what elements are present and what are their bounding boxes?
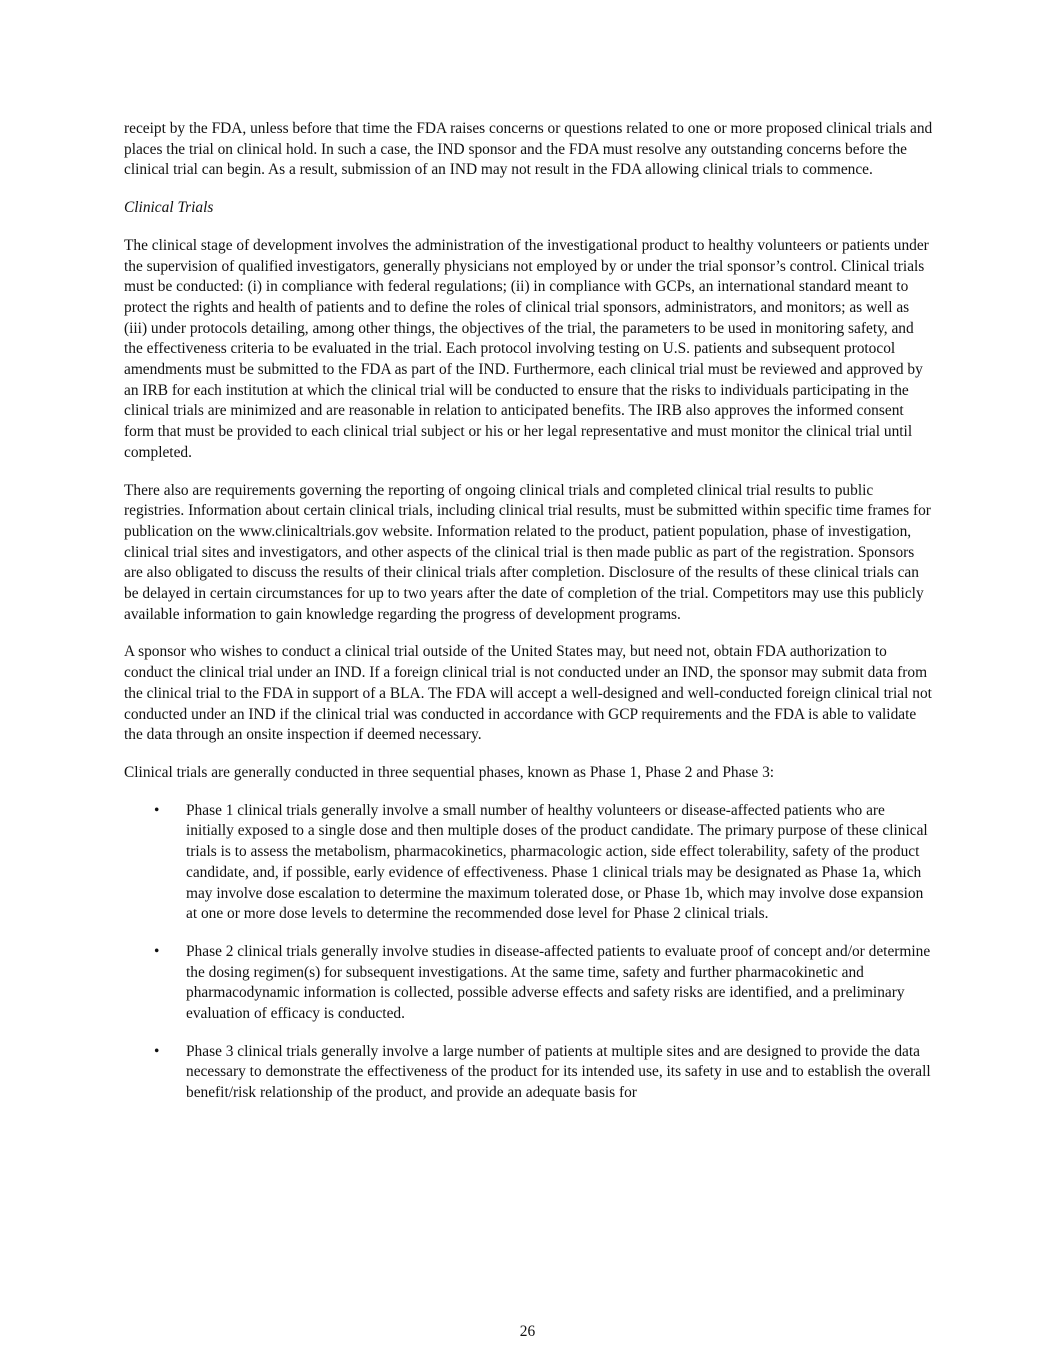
- document-page: [124, 119, 936, 1121]
- section-heading-clinical-trials: Clinical Trials: [124, 199, 214, 217]
- paragraph-clinical-stage: The clinical stage of development involves the administration of the investigational product to healthy volunteers or patients under the supervision of qualified investigators, generally physicians not employed by or under the trial sponsor’s control. Clinical trials must be conducted: (i) in compliance with federal regulations; (ii) in compliance with GCPs, an international standard meant to protect the rights and health of patients and to define the roles of clinical trial sponsors, administrators, and monitors; as well as (iii) under protocols detailing, among other things, the objectives of the trial, the parameters to be used in monitoring safety, and the effectiveness criteria to be evaluated in the trial. Each protocol involving testing on U.S. patients and subsequent protocol amendments must be submitted to the FDA as part of the IND. Furthermore, each clinical trial must be reviewed and approved by an IRB for each institution at which the clinical trial will be conducted to ensure that the risks to individuals participating in the clinical trials are minimized and are reasonable in relation to anticipated benefits. The IRB also approves the informed consent form that must be provided to each clinical trial subject or his or her legal representative and must monitor the clinical trial until completed.: [124, 236, 929, 461]
- list-item-phase-1: [124, 801, 936, 925]
- bullet-icon: •: [154, 801, 160, 819]
- paragraph-foreign-trials: A sponsor who wishes to conduct a clinical trial outside of the United States may, but need not, obtain FDA authorization to conduct the clinical trial under an IND. If a foreign clinical trial is not conducted under an IND, the sponsor may submit data from the clinical trial to the FDA in support of a BLA. The FDA will accept a well-designed and well-conducted foreign clinical trial not conducted under an IND if the clinical trial was conducted in accordance with GCP requirements and the FDA is able to validate the data through an onsite inspection if deemed necessary.: [124, 643, 932, 744]
- bullet-icon: •: [154, 942, 160, 960]
- page-number: 26: [519, 1323, 536, 1340]
- list-item-phase-2: [124, 942, 936, 1025]
- phase-list: [124, 801, 936, 1104]
- bullet-icon: •: [154, 1042, 160, 1060]
- list-item-text: Phase 1 clinical trials generally involve a small number of healthy volunteers or disease-affected patients who are initially exposed to a single dose and then multiple doses of the product candidate. The primary purpose of these clinical trials is to assess the metabolism, pharmacokinetics, pharmacologic action, side effect tolerability, safety of the product candidate, and, if possible, early evidence of effectiveness. Phase 1 clinical trials may be designated as Phase 1a, which may involve dose escalation to determine the maximum tolerated dose, or Phase 1b, which may involve dose expansion at one or more dose levels to determine the recommended dose level for Phase 2 clinical trials.: [186, 801, 928, 923]
- paragraph-ind-review: receipt by the FDA, unless before that time the FDA raises concerns or questions related to one or more proposed clinical trials and places the trial on clinical hold. In such a case, the IND sponsor and the FDA must resolve any outstanding concerns before the clinical trial can begin. As a result, submission of an IND may not result in the FDA allowing clinical trials to commence.: [124, 120, 933, 179]
- list-item-text: Phase 3 clinical trials generally involve a large number of patients at multiple sites and are designed to provide the data necessary to demonstrate the effectiveness of the product for its intended use, its safety in use and to establish the overall benefit/risk relationship of the product, and provide an adequate basis for: [186, 1042, 931, 1102]
- list-item-text: Phase 2 clinical trials generally involve studies in disease-affected patients to evaluate proof of concept and/or determine the dosing regimen(s) for subsequent investigations. At the same time, safety and further pharmacokinetic and pharmacodynamic information is collected, possible adverse effects and safety risks are identified, and a preliminary evaluation of efficacy is conducted.: [186, 942, 931, 1023]
- paragraph-phases-intro: Clinical trials are generally conducted in three sequential phases, known as Phase 1, Phase 2 and Phase 3:: [124, 763, 775, 781]
- paragraph-reporting-requirements: There also are requirements governing the reporting of ongoing clinical trials and completed clinical trial results to public registries. Information about certain clinical trials, including clinical trial results, must be submitted within specific time frames for publication on the www.clinicaltrials.gov website. Information related to the product, patient population, phase of investigation, clinical trial sites and investigators, and other aspects of the clinical trial is then made public as part of the registration. Sponsors are also obligated to discuss the results of their clinical trials after completion. Disclosure of the results of these clinical trials can be delayed in certain circumstances for up to two years after the date of completion of the trial. Competitors may use this publicly available information to gain knowledge regarding the progress of development programs.: [124, 481, 931, 623]
- list-item-phase-3: [124, 1042, 936, 1104]
